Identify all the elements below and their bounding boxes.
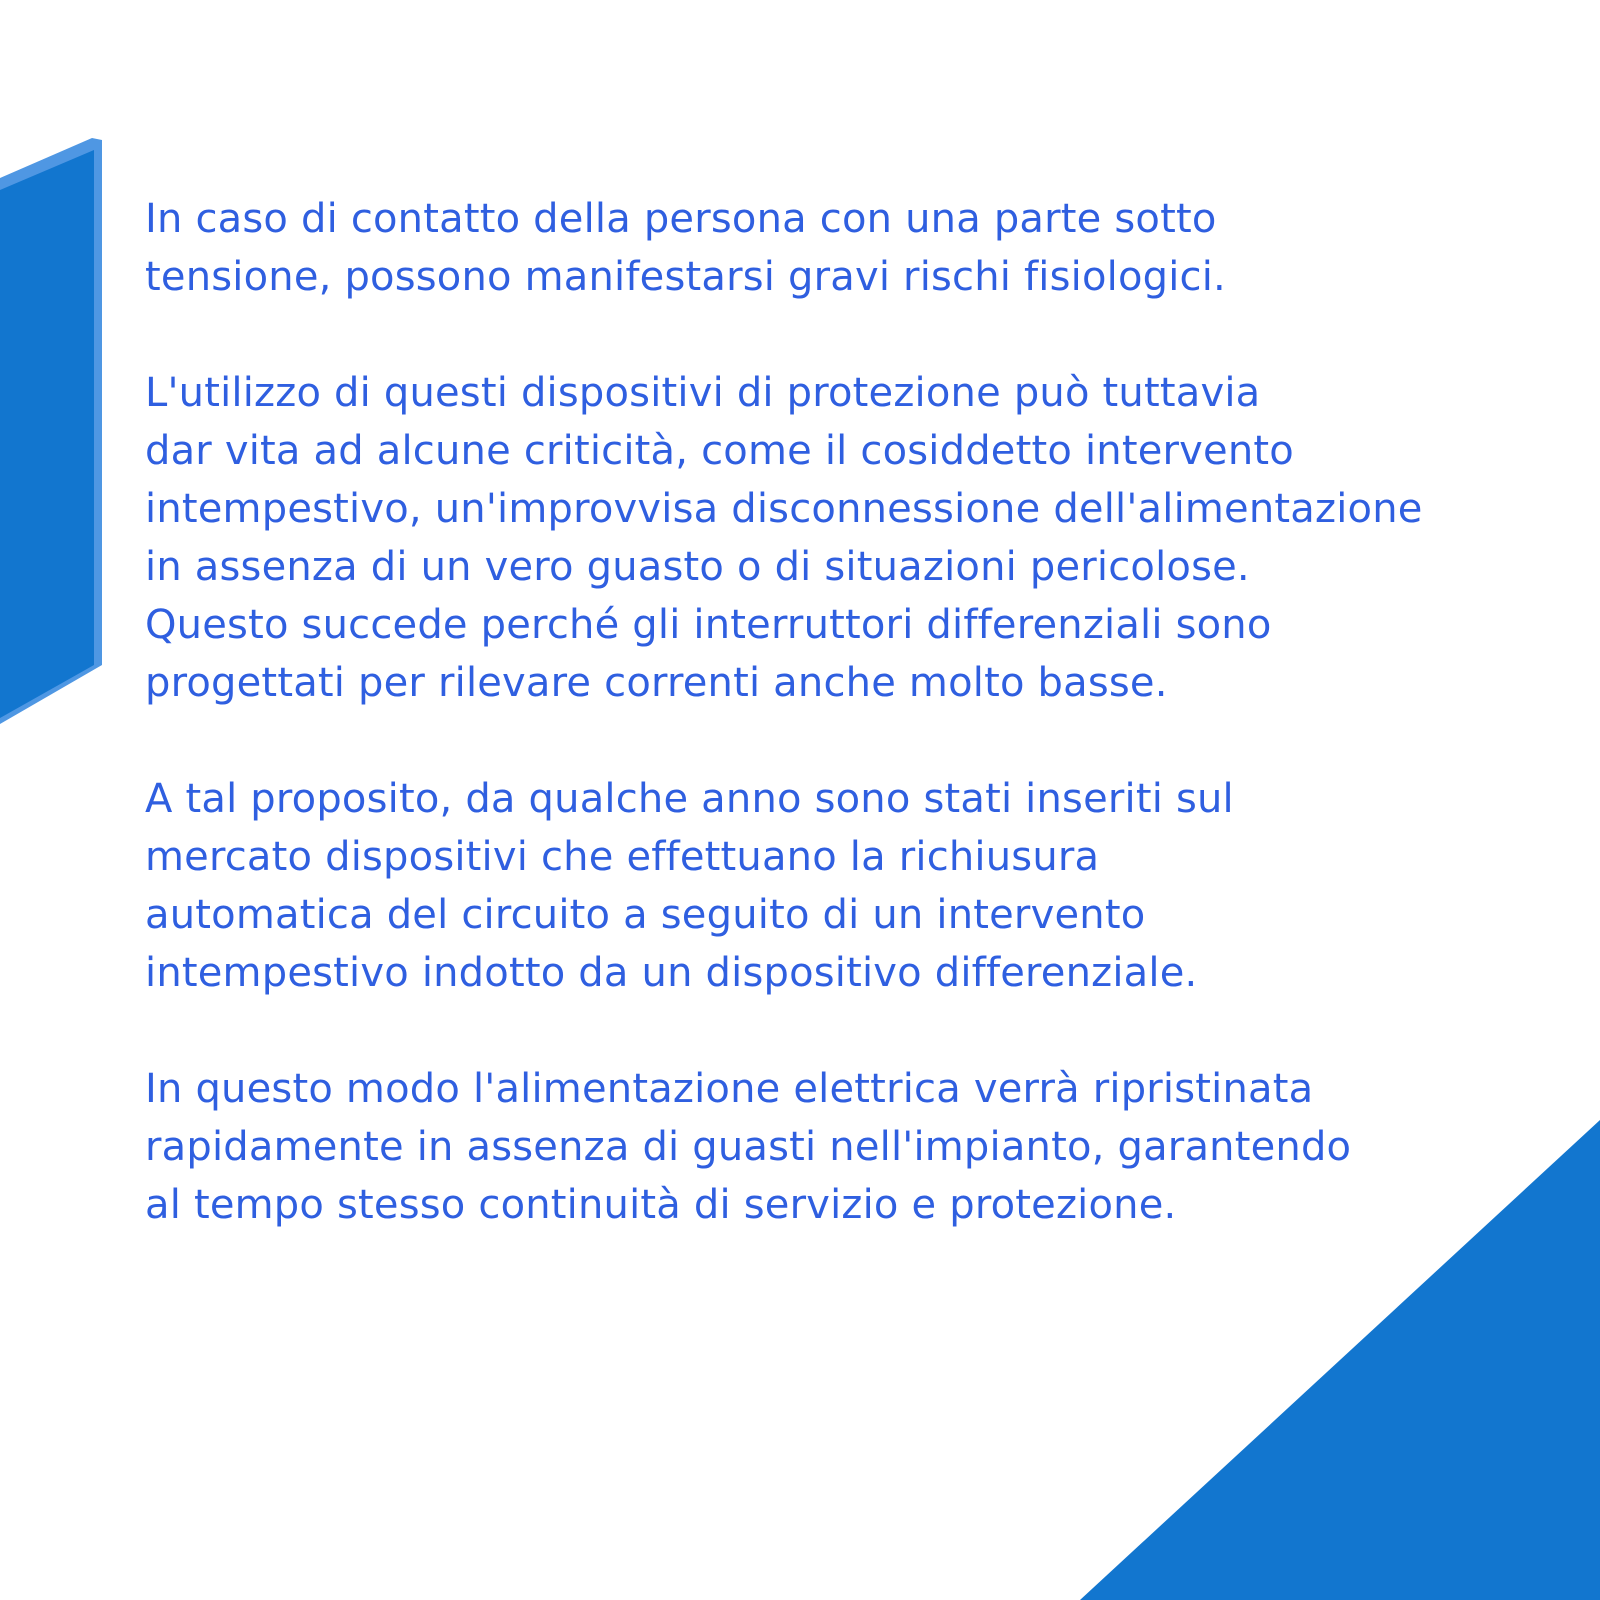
left-panel-face	[0, 150, 94, 718]
text-line: rapidamente in assenza di guasti nell'impianto, garantendo	[145, 1124, 1352, 1170]
text-line: intempestivo, un'improvvisa disconnessione dell'alimentazione	[145, 486, 1423, 532]
body-text	[145, 190, 1545, 1292]
text-line: A tal proposito, da qualche anno sono stati inseriti sul	[145, 776, 1234, 822]
text-line: L'utilizzo di questi dispositivi di protezione può tuttavia	[145, 370, 1261, 416]
text-line: in assenza di un vero guasto o di situazioni pericolose.	[145, 544, 1250, 590]
paragraph-3	[145, 770, 1545, 1002]
text-line: al tempo stesso continuità di servizio e protezione.	[145, 1182, 1177, 1228]
text-line: Questo succede perché gli interruttori differenziali sono	[145, 602, 1272, 648]
text-line: tensione, possono manifestarsi gravi rischi fisiologici.	[145, 254, 1226, 300]
paragraph-2	[145, 364, 1545, 712]
paragraph-1	[145, 190, 1545, 306]
text-line: automatica del circuito a seguito di un intervento	[145, 892, 1146, 938]
text-line: mercato dispositivi che effettuano la richiusura	[145, 834, 1100, 880]
paragraph-4	[145, 1060, 1545, 1234]
text-line: dar vita ad alcune criticità, come il cosiddetto intervento	[145, 428, 1294, 474]
text-line: intempestivo indotto da un dispositivo differenziale.	[145, 950, 1198, 996]
text-line: In questo modo l'alimentazione elettrica verrà ripristinata	[145, 1066, 1314, 1112]
text-line: In caso di contatto della persona con una parte sotto	[145, 196, 1217, 242]
text-line: progettati per rilevare correnti anche molto basse.	[145, 660, 1168, 706]
